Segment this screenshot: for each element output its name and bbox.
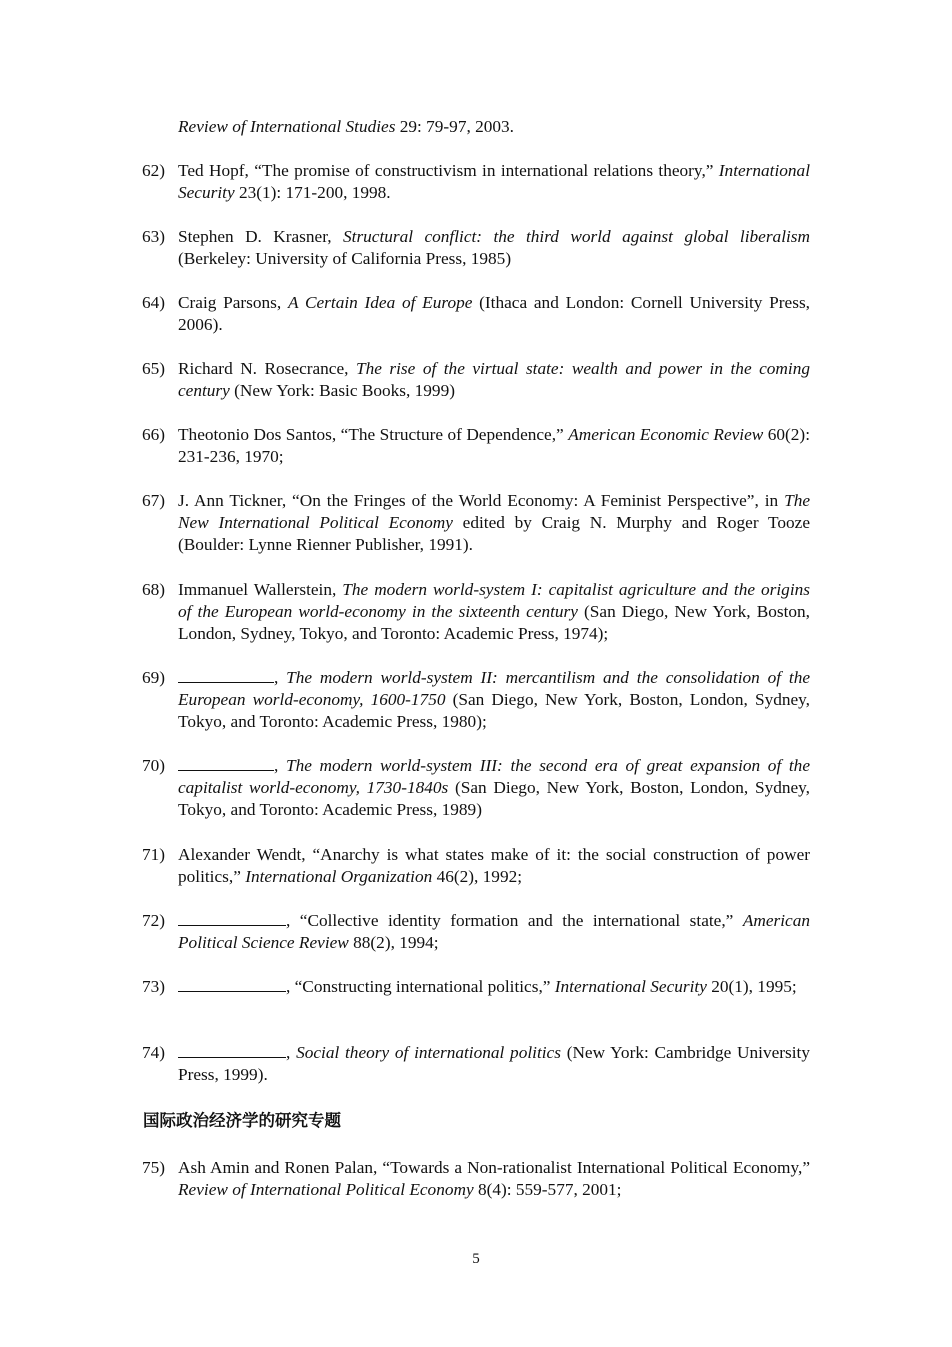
- citation-author-title: Immanuel Wallerstein,: [178, 580, 343, 599]
- citation-author-title: Ted Hopf, “The promise of constructivism in international relations theory,”: [178, 161, 719, 180]
- citation-details: (Ithaca and London: Cornell University Press, 2006).: [178, 293, 810, 334]
- citation-author-title: Richard N. Rosecrance,: [178, 359, 356, 378]
- citation-details: 8(4): 559-577, 2001;: [473, 1180, 622, 1199]
- reference-68: [142, 579, 810, 645]
- reference-72: [142, 910, 810, 954]
- citation-details: 20(1), 1995;: [706, 977, 797, 996]
- reference-66: [142, 424, 810, 468]
- citation-source: Structural conflict: the third world against global liberalism: [343, 227, 811, 246]
- reference-number: 70): [142, 756, 166, 775]
- reference-text: [178, 226, 810, 270]
- citation-author-title: J. Ann Tickner, “On the Fringes of the World Economy: A Feminist Perspective”, in: [178, 491, 785, 510]
- repeated-author-rule: [178, 977, 286, 992]
- citation-author-title: ,: [286, 1043, 297, 1062]
- citation-details: 23(1): 171-200, 1998.: [234, 183, 391, 202]
- citation-author-title: Stephen D. Krasner,: [178, 227, 343, 246]
- reference-text: [178, 844, 810, 888]
- reference-text: [178, 424, 810, 468]
- reference-text: [178, 910, 810, 954]
- citation-details: 88(2), 1994;: [348, 933, 439, 952]
- reference-continuation: [178, 116, 810, 138]
- citation-source: Review of International Political Economy: [178, 1180, 474, 1199]
- repeated-author-rule: [178, 1043, 286, 1058]
- citation-details: 46(2), 1992;: [432, 867, 523, 886]
- reference-number: 62): [142, 161, 166, 180]
- reference-65: [142, 358, 810, 402]
- repeated-author-rule: [178, 668, 274, 683]
- reference-text: [178, 579, 810, 645]
- reference-number: 74): [142, 1043, 166, 1062]
- citation-details: (New York: Basic Books, 1999): [229, 381, 455, 400]
- reference-text: [178, 292, 810, 336]
- reference-62: [142, 160, 810, 204]
- reference-text: [178, 490, 810, 556]
- citation-author-title: Theotonio Dos Santos, “The Structure of Dependence,”: [178, 425, 569, 444]
- citation-source: International Security: [178, 161, 810, 202]
- reference-64: [142, 292, 810, 336]
- citation-source: International Security: [554, 977, 707, 996]
- reference-74: [142, 1042, 810, 1086]
- reference-number: 67): [142, 491, 166, 510]
- reference-number: 63): [142, 227, 166, 246]
- citation-details: (New York: Cambridge University Press, 1999).: [178, 1043, 810, 1084]
- citation-author-title: ,: [274, 668, 287, 687]
- citation-source: American Economic Review: [568, 425, 764, 444]
- citation-details: 60(2): 231-236, 1970;: [178, 425, 810, 466]
- reference-number: 71): [142, 845, 166, 864]
- reference-67: [142, 490, 810, 556]
- reference-number: 64): [142, 293, 166, 312]
- page-number: 5: [472, 1251, 480, 1267]
- citation-author-title: Alexander Wendt, “Anarchy is what states make of it: the social construction of power politics,”: [178, 845, 810, 886]
- citation-source: The rise of the virtual state: wealth and power in the coming century: [178, 359, 810, 400]
- citation-details: (Berkeley: University of California Press, 1985): [178, 249, 512, 268]
- citation-author-title: Craig Parsons,: [178, 293, 288, 312]
- reference-63: [142, 226, 810, 270]
- reference-text: [178, 358, 810, 402]
- citation-source: The New International Political Economy: [178, 491, 810, 532]
- reference-text: [178, 667, 810, 733]
- reference-number: 73): [142, 977, 166, 996]
- reference-text: [178, 160, 810, 204]
- reference-73: [142, 976, 810, 998]
- reference-text: [178, 1042, 810, 1086]
- citation-source: Social theory of international politics: [296, 1043, 561, 1062]
- citation-details: (San Diego, New York, Boston, London, Sydney, Tokyo, and Toronto: Academic Press, 1989): [178, 778, 810, 819]
- journal-title: Review of International Studies: [178, 117, 396, 136]
- citation-details: (San Diego, New York, Boston, London, Sydney, Tokyo, and Toronto: Academic Press, 1980);: [178, 690, 810, 731]
- citation-author-title: Ash Amin and Ronen Palan, “Towards a Non-rationalist International Political Economy,”: [178, 1158, 810, 1177]
- reference-71: [142, 844, 810, 888]
- section-heading: 国际政治经济学的研究专题: [143, 1111, 341, 1130]
- reference-number: 72): [142, 911, 166, 930]
- reference-70: [142, 755, 810, 821]
- repeated-author-rule: [178, 756, 274, 771]
- reference-number: 75): [142, 1158, 166, 1177]
- citation-source: International Organization: [245, 867, 433, 886]
- reference-text: [178, 755, 810, 821]
- repeated-author-rule: [178, 911, 286, 926]
- reference-69: [142, 667, 810, 733]
- reference-number: 69): [142, 668, 166, 687]
- citation-details: 29: 79-97, 2003.: [395, 117, 514, 136]
- reference-text: [178, 976, 810, 998]
- citation-author-title: ,: [274, 756, 286, 775]
- citation-source: A Certain Idea of Europe: [287, 293, 473, 312]
- citation-source: The modern world-system II: mercantilism and the consolidation of the European world-economy, 1600-1750: [178, 668, 811, 709]
- reference-number: 65): [142, 359, 166, 378]
- citation-author-title: , “Constructing international politics,”: [286, 977, 555, 996]
- citation-source: The modern world-system III: the second era of great expansion of the capitalist world-economy, 1730-1840s: [178, 756, 810, 797]
- reference-number: 68): [142, 580, 166, 599]
- citation-details: (San Diego, New York, Boston, London, Sydney, Tokyo, and Toronto: Academic Press, 1974);: [178, 602, 810, 643]
- citation-source: American Political Science Review: [178, 911, 810, 952]
- reference-number: 66): [142, 425, 166, 444]
- citation-details: edited by Craig N. Murphy and Roger Tooze (Boulder: Lynne Rienner Publisher, 1991).: [178, 513, 810, 554]
- citation-source: The modern world-system I: capitalist agriculture and the origins of the European world-economy in the sixteenth century: [178, 580, 810, 621]
- reference-75: [142, 1157, 810, 1201]
- citation-author-title: , “Collective identity formation and the international state,”: [286, 911, 743, 930]
- reference-text: [178, 1157, 810, 1201]
